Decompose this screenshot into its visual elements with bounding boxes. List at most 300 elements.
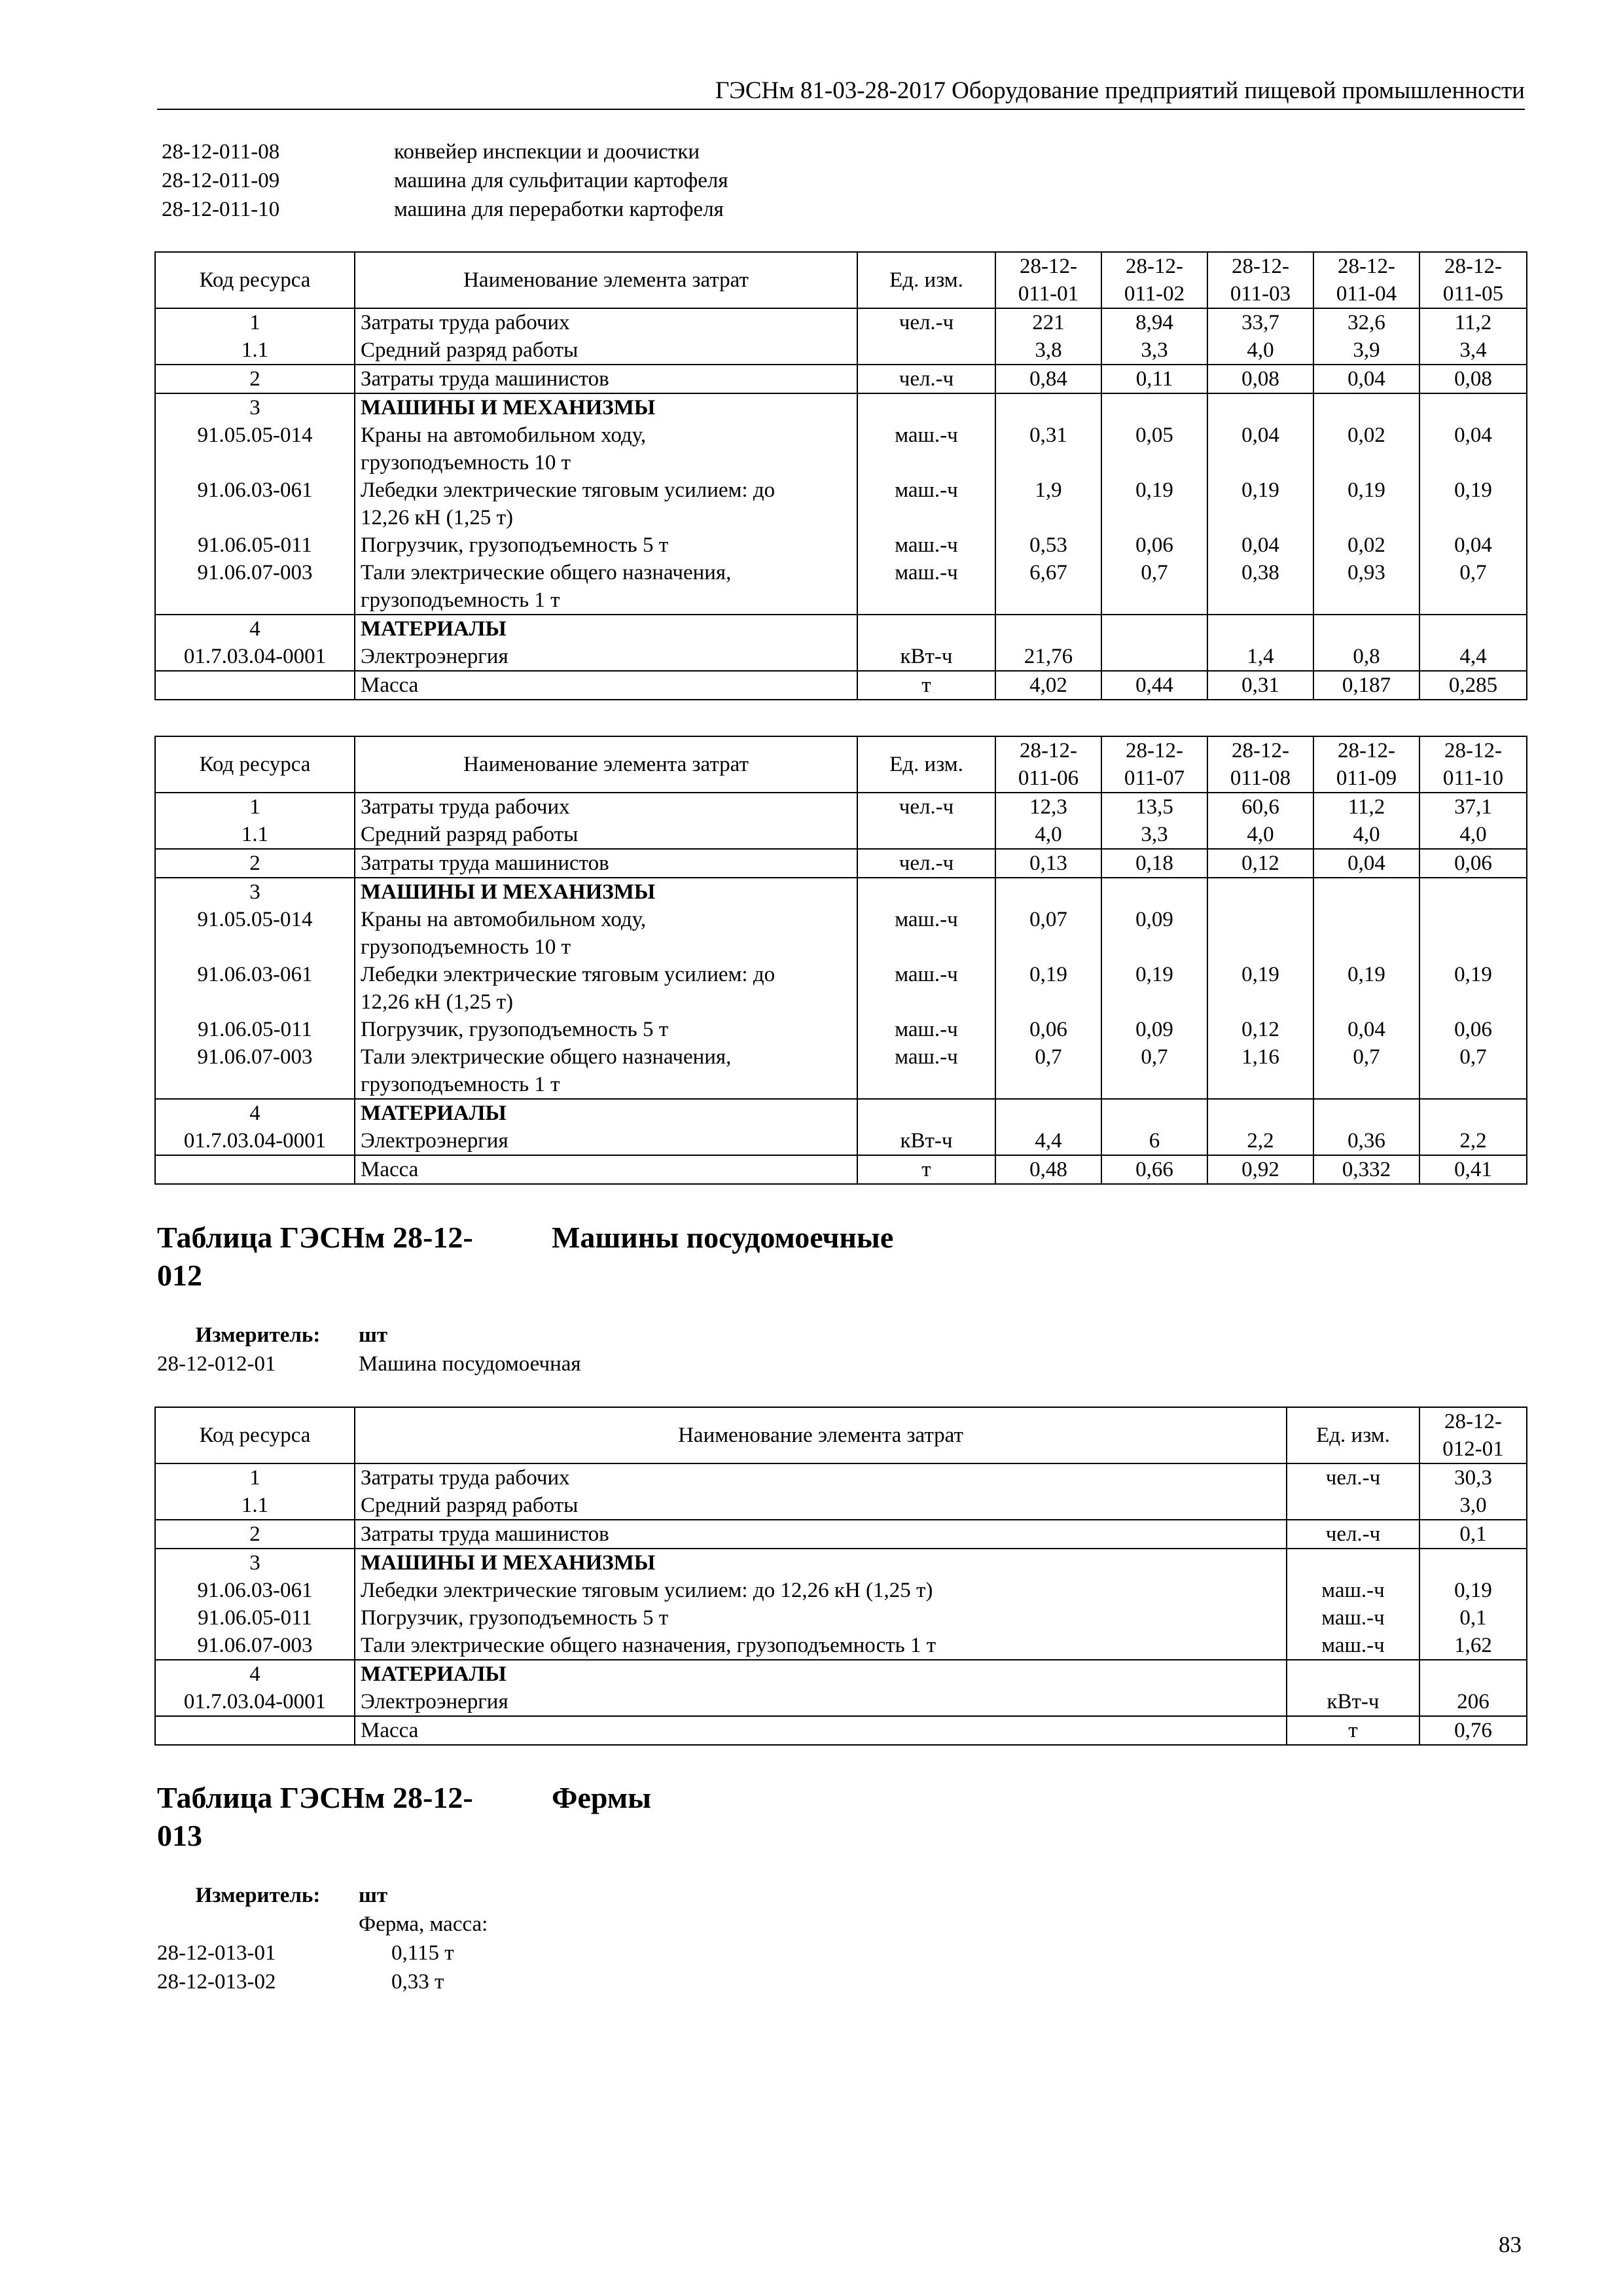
resource-value: 0,48	[995, 1155, 1101, 1184]
resource-code: 91.05.05-014	[155, 906, 355, 961]
resource-name	[355, 643, 857, 671]
resource-value: 0,12	[1207, 1016, 1313, 1043]
resource-value: 0,19	[1419, 961, 1527, 1016]
table-row	[155, 422, 1527, 476]
table-row	[155, 615, 1527, 643]
resource-code: 4	[155, 615, 355, 643]
resource-unit: маш.-ч	[857, 476, 995, 531]
resource-unit: чел.-ч	[857, 849, 995, 878]
resource-unit	[857, 1099, 995, 1127]
resource-value: 4,0	[995, 821, 1101, 849]
resource-name-line: Масса	[361, 1158, 419, 1181]
resource-value: 0,04	[1419, 422, 1527, 476]
table-row	[155, 1632, 1527, 1660]
resource-name	[355, 1127, 857, 1155]
resource-code	[155, 1716, 355, 1745]
resource-value: 4,4	[995, 1127, 1101, 1155]
resource-value: 0,66	[1101, 1155, 1207, 1184]
resource-code	[155, 1155, 355, 1184]
header-column-code	[1419, 736, 1527, 793]
resource-name	[355, 793, 857, 821]
resource-value: 0,332	[1313, 1155, 1419, 1184]
resource-value	[1207, 393, 1313, 422]
resource-value: 0,38	[1207, 559, 1313, 615]
resource-value: 0,84	[995, 365, 1101, 393]
resource-name-line: МАТЕРИАЛЫ	[361, 1102, 507, 1125]
item-code: 28-12-011-10	[162, 198, 280, 221]
resource-code: 91.06.07-003	[155, 1043, 355, 1099]
resource-value: 206	[1419, 1688, 1527, 1716]
resource-code: 01.7.03.04-0001	[155, 1127, 355, 1155]
resource-name-line: Затраты труда рабочих	[361, 1466, 570, 1490]
resource-code	[155, 671, 355, 700]
resource-unit: маш.-ч	[857, 1016, 995, 1043]
resource-name-line: Погрузчик, грузоподъемность 5 т	[361, 1018, 669, 1041]
header-name: Наименование элемента затрат	[355, 736, 857, 793]
table-header	[155, 736, 1527, 793]
table-row	[155, 336, 1527, 365]
resource-code: 01.7.03.04-0001	[155, 1688, 355, 1716]
header-row	[155, 736, 1527, 793]
column-code-part1: 28-12-	[1232, 255, 1289, 278]
running-header: ГЭСНм 81-03-28-2017 Оборудование предприятий пищевой промышленности	[157, 73, 1525, 110]
resource-name-line: Масса	[361, 1719, 419, 1742]
item-code: 28-12-013-02	[157, 1970, 276, 1994]
resource-value: 33,7	[1207, 308, 1313, 336]
resource-value: 13,5	[1101, 793, 1207, 821]
resource-value: 0,92	[1207, 1155, 1313, 1184]
list-item	[162, 195, 728, 224]
resource-name	[355, 476, 857, 531]
resource-value: 0,19	[995, 961, 1101, 1016]
resource-value: 0,19	[1313, 961, 1419, 1016]
table-row	[155, 1716, 1527, 1745]
resource-unit: кВт-ч	[1287, 1688, 1419, 1716]
subtitle: Ферма, масса:	[359, 1912, 488, 1936]
resource-code: 1	[155, 1463, 355, 1492]
resource-value	[1207, 1099, 1313, 1127]
resource-code: 1.1	[155, 1492, 355, 1520]
resource-code: 1.1	[155, 336, 355, 365]
resource-value: 4,0	[1313, 821, 1419, 849]
table-row	[155, 393, 1527, 422]
table-row	[155, 906, 1527, 961]
resource-unit: кВт-ч	[857, 1127, 995, 1155]
resource-name-line: Краны на автомобильном ходу,	[361, 423, 647, 447]
resource-name	[355, 365, 857, 393]
table-row	[155, 1492, 1527, 1520]
resource-value: 32,6	[1313, 308, 1419, 336]
resource-value: 0,06	[995, 1016, 1101, 1043]
column-code-part2: 011-06	[1018, 766, 1079, 790]
resource-name	[355, 849, 857, 878]
resource-name	[355, 1549, 1287, 1577]
resource-value	[1207, 906, 1313, 961]
resource-value: 0,187	[1313, 671, 1419, 700]
resource-name	[355, 1520, 1287, 1549]
resource-value: 0,19	[1419, 1577, 1527, 1604]
resource-value: 0,08	[1419, 365, 1527, 393]
resource-unit: т	[857, 671, 995, 700]
measure-block-012	[157, 1321, 581, 1378]
resource-value: 0,05	[1101, 422, 1207, 476]
resource-value	[1101, 393, 1207, 422]
resource-code: 2	[155, 365, 355, 393]
header-unit: Ед. изм.	[857, 736, 995, 793]
column-code-part1: 28-12-	[1020, 739, 1077, 762]
measure-label: Измеритель:	[195, 1323, 321, 1347]
resource-value: 0,04	[1313, 1016, 1419, 1043]
resource-name-line: Затраты труда рабочих	[361, 311, 570, 334]
table-row	[155, 1016, 1527, 1043]
resource-value: 37,1	[1419, 793, 1527, 821]
column-code-part1: 28-12-	[1444, 1410, 1502, 1433]
resource-code: 91.06.05-011	[155, 1604, 355, 1632]
resource-value: 0,19	[1207, 961, 1313, 1016]
column-code-part1: 28-12-	[1232, 739, 1289, 762]
resource-code: 3	[155, 393, 355, 422]
resource-value: 4,0	[1207, 821, 1313, 849]
resource-value: 4,0	[1207, 336, 1313, 365]
item-name: машина для переработки картофеля	[394, 198, 724, 221]
table-row	[155, 793, 1527, 821]
resource-unit: чел.-ч	[1287, 1520, 1419, 1549]
resource-value	[995, 615, 1101, 643]
resource-code: 91.06.03-061	[155, 1577, 355, 1604]
resource-value: 221	[995, 308, 1101, 336]
resource-value: 0,06	[1419, 1016, 1527, 1043]
resource-unit: маш.-ч	[1287, 1632, 1419, 1660]
resource-value	[995, 1099, 1101, 1127]
resource-code: 91.06.03-061	[155, 476, 355, 531]
column-code-part1: 28-12-	[1338, 255, 1395, 278]
table-row	[155, 308, 1527, 336]
resource-name	[355, 422, 857, 476]
resource-unit: маш.-ч	[857, 422, 995, 476]
measure-label: Измеритель:	[195, 1884, 321, 1907]
header-column-code	[995, 736, 1101, 793]
table-header	[155, 252, 1527, 308]
resource-name	[355, 671, 857, 700]
column-code-part1: 28-12-	[1126, 739, 1183, 762]
resource-value: 4,0	[1419, 821, 1527, 849]
resource-unit: кВт-ч	[857, 643, 995, 671]
header-code: Код ресурса	[155, 1407, 355, 1463]
header-row	[155, 252, 1527, 308]
resource-value: 0,02	[1313, 531, 1419, 559]
column-code-part1: 28-12-	[1126, 255, 1183, 278]
resource-value: 0,19	[1101, 961, 1207, 1016]
table-row	[155, 531, 1527, 559]
resource-name-line: Затраты труда рабочих	[361, 795, 570, 819]
resource-value: 0,76	[1419, 1716, 1527, 1745]
resource-value: 0,04	[1207, 531, 1313, 559]
resource-name	[355, 1604, 1287, 1632]
resource-unit	[1287, 1492, 1419, 1520]
item-name: машина для сульфитации картофеля	[394, 169, 728, 192]
resource-name	[355, 961, 857, 1016]
measure-value: шт	[359, 1884, 388, 1907]
resource-value	[1419, 1099, 1527, 1127]
resource-name	[355, 393, 857, 422]
table-row	[155, 476, 1527, 531]
resource-name	[355, 559, 857, 615]
resource-value: 0,31	[995, 422, 1101, 476]
table-row	[155, 849, 1527, 878]
resource-value: 0,04	[1313, 849, 1419, 878]
table-row	[155, 1127, 1527, 1155]
resource-value: 0,41	[1419, 1155, 1527, 1184]
resource-code: 1	[155, 308, 355, 336]
resource-unit: маш.-ч	[857, 961, 995, 1016]
resource-value: 21,76	[995, 643, 1101, 671]
resource-value	[995, 393, 1101, 422]
resource-value: 0,7	[1313, 1043, 1419, 1099]
list-item	[162, 166, 728, 195]
resource-value: 4,4	[1419, 643, 1527, 671]
header-column-code	[995, 252, 1101, 308]
resource-name-line: Погрузчик, грузоподъемность 5 т	[361, 1606, 669, 1630]
item-code: 28-12-011-09	[162, 169, 280, 192]
resource-value: 0,07	[995, 906, 1101, 961]
resource-value: 0,8	[1313, 643, 1419, 671]
resource-value: 2,2	[1207, 1127, 1313, 1155]
resource-value: 0,08	[1207, 365, 1313, 393]
resource-name	[355, 615, 857, 643]
table-row	[155, 1099, 1527, 1127]
column-code-part2: 011-08	[1230, 766, 1291, 790]
table-row	[155, 1155, 1527, 1184]
resource-code: 91.06.07-003	[155, 1632, 355, 1660]
resource-name-line: Краны на автомобильном ходу,	[361, 908, 647, 931]
measure-block-013	[157, 1881, 488, 1996]
table-name: Фермы	[552, 1781, 652, 1814]
table-row	[155, 878, 1527, 906]
resource-unit: т	[1287, 1716, 1419, 1745]
resource-value	[1313, 393, 1419, 422]
resource-value: 3,0	[1419, 1492, 1527, 1520]
header-column-code	[1419, 252, 1527, 308]
resource-name	[355, 1043, 857, 1099]
resource-value: 0,13	[995, 849, 1101, 878]
header-code: Код ресурса	[155, 252, 355, 308]
table-row	[155, 1660, 1527, 1688]
table-title-013	[157, 1779, 651, 1855]
resource-value: 2,2	[1419, 1127, 1527, 1155]
resource-unit: маш.-ч	[857, 1043, 995, 1099]
resource-value: 0,44	[1101, 671, 1207, 700]
resource-code: 91.06.05-011	[155, 531, 355, 559]
header-column-code	[1419, 1407, 1527, 1463]
table-row	[155, 1463, 1527, 1492]
column-code-part2: 011-02	[1124, 282, 1185, 306]
resource-unit	[1287, 1660, 1419, 1688]
resource-name	[355, 1463, 1287, 1492]
resource-name-line: Тали электрические общего назначения,	[361, 1045, 732, 1069]
resource-value: 3,8	[995, 336, 1101, 365]
header-unit: Ед. изм.	[1287, 1407, 1419, 1463]
header-row	[155, 1407, 1527, 1463]
resource-name-line: 12,26 кН (1,25 т)	[361, 990, 514, 1014]
resource-value: 12,3	[995, 793, 1101, 821]
resource-value: 1,9	[995, 476, 1101, 531]
item-code: 28-12-011-08	[162, 140, 280, 164]
resource-value	[1101, 1099, 1207, 1127]
resource-value	[1101, 615, 1207, 643]
item-code: 28-12-012-01	[157, 1352, 276, 1376]
resource-name	[355, 1155, 857, 1184]
resource-name-line: Электроэнергия	[361, 1690, 508, 1713]
header-column-code	[1313, 252, 1419, 308]
resource-code: 01.7.03.04-0001	[155, 643, 355, 671]
resource-table-011-01-05	[154, 251, 1527, 700]
resource-value: 0,7	[1419, 1043, 1527, 1099]
resource-value: 0,19	[1101, 476, 1207, 531]
resource-table-011-06-10	[154, 736, 1527, 1185]
resource-name-line: Лебедки электрические тяговым усилием: до	[361, 963, 776, 986]
table-body	[155, 793, 1527, 1184]
resource-value	[995, 878, 1101, 906]
table-row	[155, 671, 1527, 700]
resource-unit: чел.-ч	[857, 308, 995, 336]
resource-unit: маш.-ч	[857, 531, 995, 559]
resource-table-012-01	[154, 1407, 1527, 1746]
resource-unit: маш.-ч	[857, 559, 995, 615]
resource-name-line: Средний разряд работы	[361, 1494, 579, 1517]
resource-name-line: Средний разряд работы	[361, 823, 579, 846]
resource-name-line: Электроэнергия	[361, 1129, 508, 1153]
resource-value: 0,09	[1101, 1016, 1207, 1043]
resource-unit: маш.-ч	[857, 906, 995, 961]
resource-value: 0,1	[1419, 1604, 1527, 1632]
resource-value: 0,19	[1419, 476, 1527, 531]
resource-value: 0,7	[995, 1043, 1101, 1099]
header-column-code	[1101, 736, 1207, 793]
resource-name-line: МАШИНЫ И МЕХАНИЗМЫ	[361, 396, 656, 420]
resource-value: 0,31	[1207, 671, 1313, 700]
resource-value: 3,3	[1101, 336, 1207, 365]
resource-value: 0,04	[1313, 365, 1419, 393]
table-body	[155, 1463, 1527, 1745]
column-code-part2: 011-05	[1442, 282, 1504, 306]
table-row	[155, 1520, 1527, 1549]
item-code: 28-12-013-01	[157, 1941, 276, 1965]
resource-name-line: Лебедки электрические тяговым усилием: до	[361, 478, 776, 502]
resource-name-line: грузоподъемность 1 т	[361, 1073, 560, 1096]
measure-value: шт	[359, 1323, 388, 1347]
resource-code: 1	[155, 793, 355, 821]
header-name: Наименование элемента затрат	[355, 1407, 1287, 1463]
resource-name	[355, 336, 857, 365]
resource-name	[355, 1577, 1287, 1604]
resource-name-line: Тали электрические общего назначения,	[361, 561, 732, 584]
resource-name	[355, 1099, 857, 1127]
resource-name	[355, 906, 857, 961]
resource-name-line: МАТЕРИАЛЫ	[361, 617, 507, 641]
resource-unit: т	[857, 1155, 995, 1184]
resource-name	[355, 308, 857, 336]
resource-code: 4	[155, 1099, 355, 1127]
header-code: Код ресурса	[155, 736, 355, 793]
resource-code: 91.06.07-003	[155, 559, 355, 615]
resource-value: 0,04	[1419, 531, 1527, 559]
resource-name-line: Масса	[361, 673, 419, 697]
column-code-part2: 011-04	[1336, 282, 1397, 306]
column-code-part1: 28-12-	[1020, 255, 1077, 278]
header-column-code	[1101, 252, 1207, 308]
resource-name-line: Погрузчик, грузоподъемность 5 т	[361, 533, 669, 557]
resource-name-line: 12,26 кН (1,25 т)	[361, 506, 514, 529]
resource-name-line: Затраты труда машинистов	[361, 367, 609, 391]
table-number: Таблица ГЭСНм 28-12- 012	[157, 1221, 473, 1292]
resource-unit: маш.-ч	[1287, 1604, 1419, 1632]
resource-value: 0,1	[1419, 1520, 1527, 1549]
resource-name	[355, 1016, 857, 1043]
resource-value: 60,6	[1207, 793, 1313, 821]
table-row	[155, 821, 1527, 849]
resource-value	[1419, 906, 1527, 961]
resource-value	[1419, 878, 1527, 906]
table-row	[155, 1688, 1527, 1716]
resource-value: 0,93	[1313, 559, 1419, 615]
resource-code: 4	[155, 1660, 355, 1688]
resource-value: 0,04	[1207, 422, 1313, 476]
resource-name-line: МАШИНЫ И МЕХАНИЗМЫ	[361, 1551, 656, 1575]
resource-unit: маш.-ч	[1287, 1577, 1419, 1604]
list-item	[162, 137, 728, 166]
resource-unit	[857, 393, 995, 422]
resource-name	[355, 1716, 1287, 1745]
resource-value	[1419, 1549, 1527, 1577]
table-title-012	[157, 1219, 893, 1295]
item-name: 0,33 т	[391, 1970, 444, 1994]
column-code-part1: 28-12-	[1444, 739, 1502, 762]
resource-name	[355, 1660, 1287, 1688]
resource-value: 1,62	[1419, 1632, 1527, 1660]
column-code-part2: 011-07	[1124, 766, 1185, 790]
column-code-part2: 012-01	[1442, 1437, 1504, 1461]
page-number: 83	[1499, 2232, 1522, 2257]
resource-value: 0,7	[1419, 559, 1527, 615]
resource-name-line: Затраты труда машинистов	[361, 852, 609, 875]
resource-code: 91.05.05-014	[155, 422, 355, 476]
resource-value: 0,09	[1101, 906, 1207, 961]
resource-unit	[1287, 1549, 1419, 1577]
resource-value: 3,9	[1313, 336, 1419, 365]
resource-code: 2	[155, 1520, 355, 1549]
resource-value	[1101, 643, 1207, 671]
header-column-code	[1207, 252, 1313, 308]
column-code-part1: 28-12-	[1338, 739, 1395, 762]
resource-unit: чел.-ч	[1287, 1463, 1419, 1492]
column-code-part1: 28-12-	[1444, 255, 1502, 278]
resource-unit	[857, 336, 995, 365]
resource-value	[1313, 906, 1419, 961]
resource-value	[1419, 1660, 1527, 1688]
resource-unit	[857, 615, 995, 643]
table-header	[155, 1407, 1527, 1463]
resource-value: 3,3	[1101, 821, 1207, 849]
table-row	[155, 961, 1527, 1016]
resource-value: 0,11	[1101, 365, 1207, 393]
resource-value	[1313, 615, 1419, 643]
resource-name	[355, 821, 857, 849]
column-code-part2: 011-09	[1336, 766, 1397, 790]
resource-value	[1207, 878, 1313, 906]
resource-name	[355, 531, 857, 559]
resource-value: 4,02	[995, 671, 1101, 700]
resource-name	[355, 1492, 1287, 1520]
